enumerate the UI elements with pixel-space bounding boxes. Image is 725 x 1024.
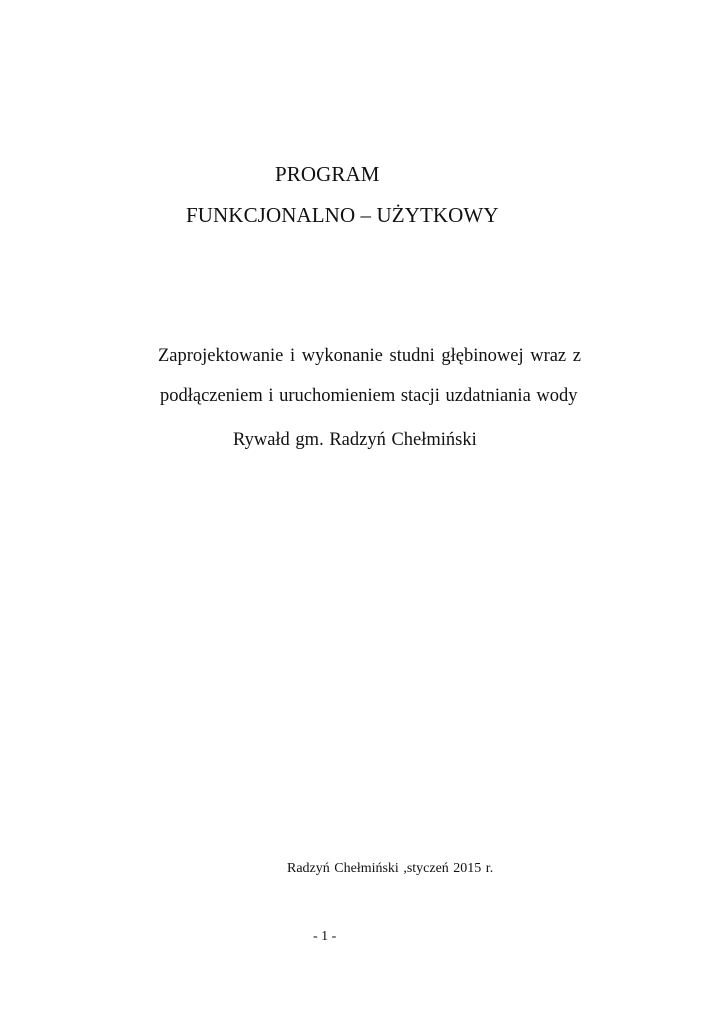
place-and-date: Radzyń Chełmiński ,styczeń 2015 r. [287, 861, 494, 876]
subject-line-1: Zaprojektowanie i wykonanie studni głębinowej wraz z [158, 346, 581, 366]
document-title-line-1: PROGRAM [275, 162, 380, 186]
subject-line-2: podłączeniem i uruchomieniem stacji uzdatniania wody [160, 386, 578, 406]
subject-line-3: Rywałd gm. Radzyń Chełmiński [233, 430, 477, 450]
document-title-line-2: FUNKCJONALNO – UŻYTKOWY [186, 203, 499, 227]
page-number: - 1 - [313, 929, 337, 944]
